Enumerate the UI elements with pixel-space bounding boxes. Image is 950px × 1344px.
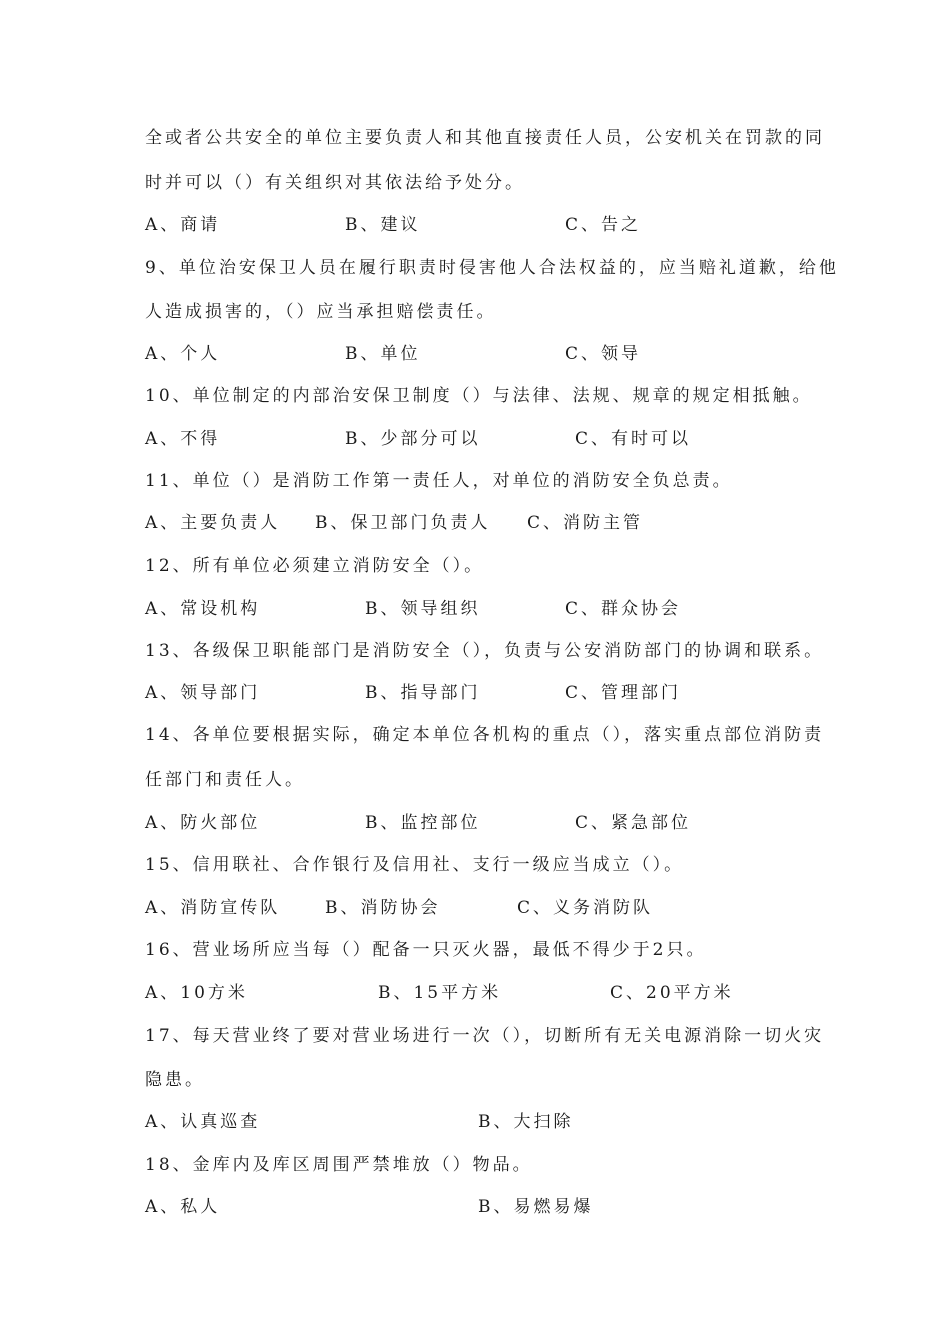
- question-text: 16、营业场所应当每（）配备一只灭火器，最低不得少于2只。: [145, 940, 707, 960]
- option-b: B、领导组织: [365, 599, 481, 619]
- question-text: 隐患。: [145, 1070, 205, 1090]
- option-c: C、管理部门: [565, 683, 682, 703]
- question-text: 全或者公共安全的单位主要负责人和其他直接责任人员，公安机关在罚款的同: [145, 128, 825, 148]
- option-a: A、不得: [145, 429, 221, 449]
- option-b: B、消防协会: [325, 898, 441, 918]
- option-a: A、私人: [145, 1197, 221, 1217]
- question-text: 13、各级保卫职能部门是消防安全（），负责与公安消防部门的协调和联系。: [145, 641, 825, 661]
- option-b: B、指导部门: [365, 683, 481, 703]
- option-a: A、消防宣传队: [145, 898, 281, 918]
- question-text: 14、各单位要根据实际，确定本单位各机构的重点（），落实重点部位消防责: [145, 725, 825, 745]
- option-a: A、主要负责人: [145, 513, 281, 533]
- option-b: B、监控部位: [365, 813, 481, 833]
- question-text: 时并可以（）有关组织对其依法给予处分。: [145, 173, 525, 193]
- question-text: 12、所有单位必须建立消防安全（）。: [145, 556, 485, 576]
- option-a: A、常设机构: [145, 599, 261, 619]
- option-a: A、个人: [145, 344, 221, 364]
- question-text: 任部门和责任人。: [145, 770, 305, 790]
- option-c: C、有时可以: [575, 429, 692, 449]
- option-b: B、保卫部门负责人: [315, 513, 491, 533]
- option-b: B、单位: [345, 344, 421, 364]
- option-b: B、少部分可以: [345, 429, 481, 449]
- question-text: 15、信用联社、合作银行及信用社、支行一级应当成立（）。: [145, 855, 685, 875]
- option-c: C、义务消防队: [517, 898, 654, 918]
- option-a: A、10方米: [145, 983, 248, 1003]
- option-a: A、领导部门: [145, 683, 261, 703]
- question-text: 11、单位（）是消防工作第一责任人，对单位的消防安全负总责。: [145, 471, 733, 491]
- option-c: C、紧急部位: [575, 813, 692, 833]
- question-text: 10、单位制定的内部治安保卫制度（）与法律、法规、规章的规定相抵触。: [145, 386, 813, 406]
- question-text: 人造成损害的，（）应当承担赔偿责任。: [145, 302, 497, 322]
- option-c: C、领导: [565, 344, 642, 364]
- question-text: 17、每天营业终了要对营业场进行一次（），切断所有无关电源消除一切火灾: [145, 1026, 825, 1046]
- option-a: A、防火部位: [145, 813, 261, 833]
- option-c: C、告之: [565, 215, 642, 235]
- question-text: 18、金库内及库区周围严禁堆放（）物品。: [145, 1155, 533, 1175]
- option-b: B、建议: [345, 215, 421, 235]
- option-c: C、群众协会: [565, 599, 682, 619]
- option-a: A、认真巡查: [145, 1112, 261, 1132]
- question-text: 9、单位治安保卫人员在履行职责时侵害他人合法权益的，应当赔礼道歉，给他: [145, 258, 839, 278]
- option-b: B、大扫除: [478, 1112, 574, 1132]
- option-a: A、商请: [145, 215, 221, 235]
- option-b: B、15平方米: [378, 983, 502, 1003]
- option-b: B、易燃易爆: [478, 1197, 594, 1217]
- option-c: C、消防主管: [527, 513, 644, 533]
- option-c: C、20平方米: [610, 983, 734, 1003]
